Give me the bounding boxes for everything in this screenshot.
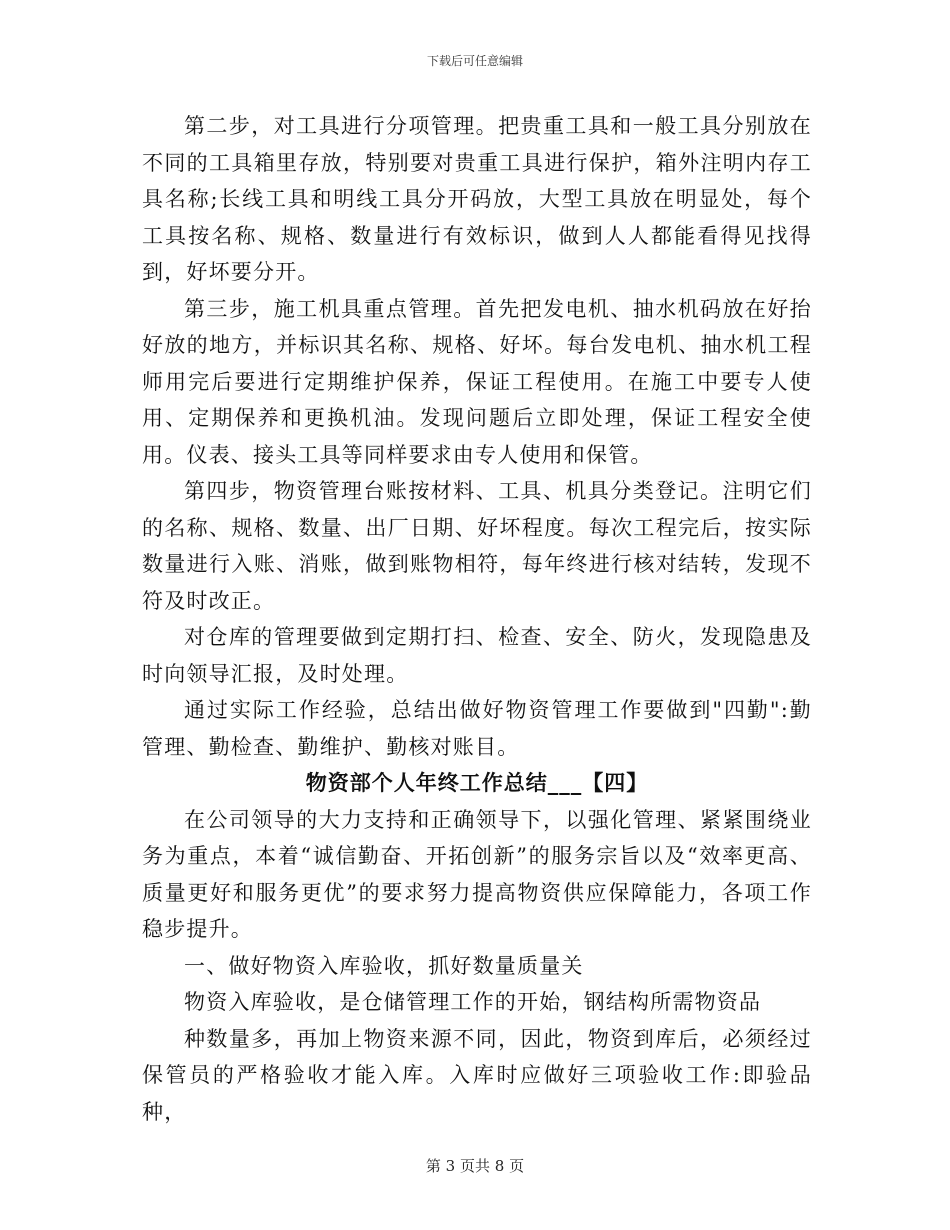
paragraph-step-four: 第四步，物资管理台账按材料、工具、机具分类登记。注明它们的名称、规格、数量、出厂日期、好坏程度。每次工程完后，按实际数量进行入账、消账，做到账物相符，每年终进行核对结转，发现不符及时改正。 <box>142 479 812 613</box>
paragraph-four-diligence: 通过实际工作经验，总结出做好物资管理工作要做到"四勤":勤管理、勤检查、勤维护、勤核对账目。 <box>142 698 812 759</box>
subheading-one: 一、做好物资入库验收，抓好数量质量关 <box>184 953 584 978</box>
paragraph-intro: 在公司领导的大力支持和正确领导下，以强化管理、紧紧围绕业务为重点，本着“诚信勤奋、开拓创新”的服务宗旨以及“效率更高、质量更好和服务更优”的要求努力提高物资供应保障能力，各项工作稳步提升。 <box>142 807 812 941</box>
paragraph-inbound: 物资入库验收，是仓储管理工作的开始，钢结构所需物资品 <box>184 990 762 1014</box>
paragraph-warehouse: 对仓库的管理要做到定期打扫、检查、安全、防火，发现隐患及时向领导汇报，及时处理。 <box>142 625 812 686</box>
document-body <box>142 108 812 1130</box>
page-header: 下载后可任意编辑 <box>426 54 523 68</box>
paragraph-step-two: 第二步，对工具进行分项管理。把贵重工具和一般工具分别放在不同的工具箱里存放，特别要对贵重工具进行保护，箱外注明内存工具名称;长线工具和明线工具分开码放，大型工具放在明显处，每个工具按名称、规格、数量进行有效标识，做到人人都能看得见找得到，好坏要分开。 <box>142 114 812 284</box>
paragraph-step-three: 第三步，施工机具重点管理。首先把发电机、抽水机码放在好抬好放的地方，并标识其名称、规格、好坏。每台发电机、抽水机工程师用完后要进行定期维护保养，保证工程使用。在施工中要专人使用、定期保养和更换机油。发现问题后立即处理，保证工程安全使用。仪表、接头工具等同样要求由专人使用和保管。 <box>142 296 812 467</box>
page-footer: 第 3 页共 8 页 <box>425 1157 525 1175</box>
section-title: 物资部个人年终工作总结___【四】 <box>305 770 649 795</box>
paragraph-inbound-continued: 种数量多，再加上物资来源不同，因此，物资到库后，必须经过保管员的严格验收才能入库。入库时应做好三项验收工作:即验品种， <box>142 1026 812 1124</box>
